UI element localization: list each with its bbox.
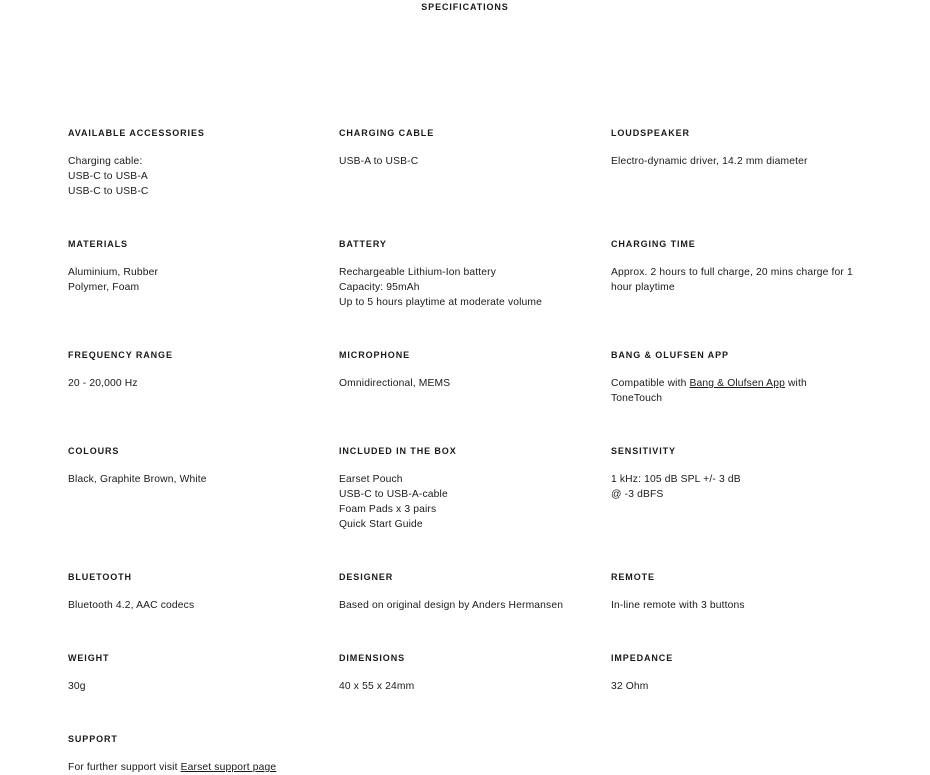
spec-value bbox=[611, 265, 873, 295]
spec-impedance bbox=[611, 652, 873, 694]
spec-title: REMOTE bbox=[611, 572, 655, 582]
spec-line: Charging cable: bbox=[68, 156, 143, 167]
spec-included-in-box bbox=[339, 445, 601, 532]
spec-charging-cable bbox=[339, 127, 601, 169]
spec-line: @ -3 dBFS bbox=[611, 489, 664, 500]
spec-line bbox=[611, 376, 873, 391]
spec-line: Capacity: 95mAh bbox=[339, 282, 420, 293]
spec-value bbox=[339, 598, 601, 613]
spec-designer bbox=[339, 571, 601, 613]
spec-value bbox=[68, 679, 330, 694]
spec-dimensions bbox=[339, 652, 601, 694]
spec-title: BATTERY bbox=[339, 239, 387, 249]
spec-line: USB-C to USB-A-cable bbox=[339, 489, 448, 500]
spec-line: Polymer, Foam bbox=[68, 282, 140, 293]
spec-microphone bbox=[339, 349, 601, 391]
spec-charging-time bbox=[611, 238, 873, 295]
spec-line: Up to 5 hours playtime at moderate volume bbox=[339, 297, 543, 308]
spec-title: AVAILABLE ACCESSORIES bbox=[68, 128, 205, 138]
spec-battery bbox=[339, 238, 601, 310]
spec-sensitivity bbox=[611, 445, 873, 502]
spec-title: COLOURS bbox=[68, 446, 120, 456]
app-prefix: Compatible with bbox=[611, 378, 690, 389]
support-prefix: For further support visit bbox=[68, 762, 181, 773]
spec-value bbox=[611, 472, 873, 502]
spec-line: ToneTouch bbox=[611, 393, 663, 404]
spec-line: hour playtime bbox=[611, 282, 675, 293]
spec-value bbox=[68, 154, 330, 199]
spec-title: DESIGNER bbox=[339, 572, 394, 582]
spec-title: MICROPHONE bbox=[339, 350, 411, 360]
spec-line: Foam Pads x 3 pairs bbox=[339, 504, 437, 515]
spec-colours bbox=[68, 445, 330, 487]
spec-weight bbox=[68, 652, 330, 694]
spec-value bbox=[68, 376, 330, 391]
spec-title: BLUETOOTH bbox=[68, 572, 132, 582]
spec-line: USB-A to USB-C bbox=[339, 156, 419, 167]
spec-remote bbox=[611, 571, 873, 613]
spec-title: SENSITIVITY bbox=[611, 446, 676, 456]
spec-line: 30g bbox=[68, 681, 86, 692]
spec-line: 40 x 55 x 24mm bbox=[339, 681, 415, 692]
spec-title: INCLUDED IN THE BOX bbox=[339, 446, 457, 456]
spec-value bbox=[339, 376, 601, 391]
spec-title: SUPPORT bbox=[68, 734, 118, 744]
spec-line: 20 - 20,000 Hz bbox=[68, 378, 138, 389]
spec-line: Omnidirectional, MEMS bbox=[339, 378, 451, 389]
spec-title: IMPEDANCE bbox=[611, 653, 674, 663]
spec-title: FREQUENCY RANGE bbox=[68, 350, 173, 360]
spec-line: Aluminium, Rubber bbox=[68, 267, 159, 278]
spec-line: 32 Ohm bbox=[611, 681, 649, 692]
spec-materials bbox=[68, 238, 330, 295]
spec-value bbox=[68, 472, 330, 487]
spec-value bbox=[68, 760, 330, 775]
spec-line: Rechargeable Lithium-Ion battery bbox=[339, 267, 497, 278]
spec-value bbox=[611, 598, 873, 613]
spec-value bbox=[68, 598, 330, 613]
spec-line: Black, Graphite Brown, White bbox=[68, 474, 207, 485]
bang-olufsen-app-link[interactable]: Bang & Olufsen App bbox=[689, 378, 785, 389]
spec-line: USB-C to USB-A bbox=[68, 171, 148, 182]
spec-frequency-range bbox=[68, 349, 330, 391]
spec-loudspeaker bbox=[611, 127, 873, 169]
spec-line: Bluetooth 4.2, AAC codecs bbox=[68, 600, 195, 611]
spec-available-accessories bbox=[68, 127, 330, 199]
spec-title: MATERIALS bbox=[68, 239, 128, 249]
spec-title: CHARGING CABLE bbox=[339, 128, 435, 138]
spec-line: Approx. 2 hours to full charge, 20 mins charge for 1 bbox=[611, 267, 853, 278]
spec-title: BANG & OLUFSEN APP bbox=[611, 350, 729, 360]
spec-value bbox=[339, 679, 601, 694]
spec-line: Earset Pouch bbox=[339, 474, 403, 485]
spec-line: USB-C to USB-C bbox=[68, 186, 149, 197]
page-title: SPECIFICATIONS bbox=[421, 2, 509, 12]
spec-value bbox=[68, 265, 330, 295]
spec-value bbox=[339, 265, 601, 310]
spec-title: DIMENSIONS bbox=[339, 653, 406, 663]
spec-title: CHARGING TIME bbox=[611, 239, 696, 249]
spec-value bbox=[611, 679, 873, 694]
spec-line: Quick Start Guide bbox=[339, 519, 423, 530]
earset-support-link[interactable]: Earset support page bbox=[180, 762, 277, 773]
spec-bluetooth bbox=[68, 571, 330, 613]
spec-line: Based on original design by Anders Hermansen bbox=[339, 600, 564, 611]
spec-support bbox=[68, 733, 330, 775]
app-suffix: with bbox=[784, 378, 807, 389]
spec-value bbox=[339, 154, 601, 169]
spec-line: 1 kHz: 105 dB SPL +/- 3 dB bbox=[611, 474, 741, 485]
spec-title: WEIGHT bbox=[68, 653, 110, 663]
spec-line bbox=[68, 760, 330, 775]
spec-value bbox=[611, 376, 873, 406]
spec-value bbox=[339, 472, 601, 532]
spec-line: Electro-dynamic driver, 14.2 mm diameter bbox=[611, 156, 808, 167]
spec-bang-olufsen-app bbox=[611, 349, 873, 406]
spec-line: In-line remote with 3 buttons bbox=[611, 600, 745, 611]
spec-value bbox=[611, 154, 873, 169]
spec-title: LOUDSPEAKER bbox=[611, 128, 690, 138]
